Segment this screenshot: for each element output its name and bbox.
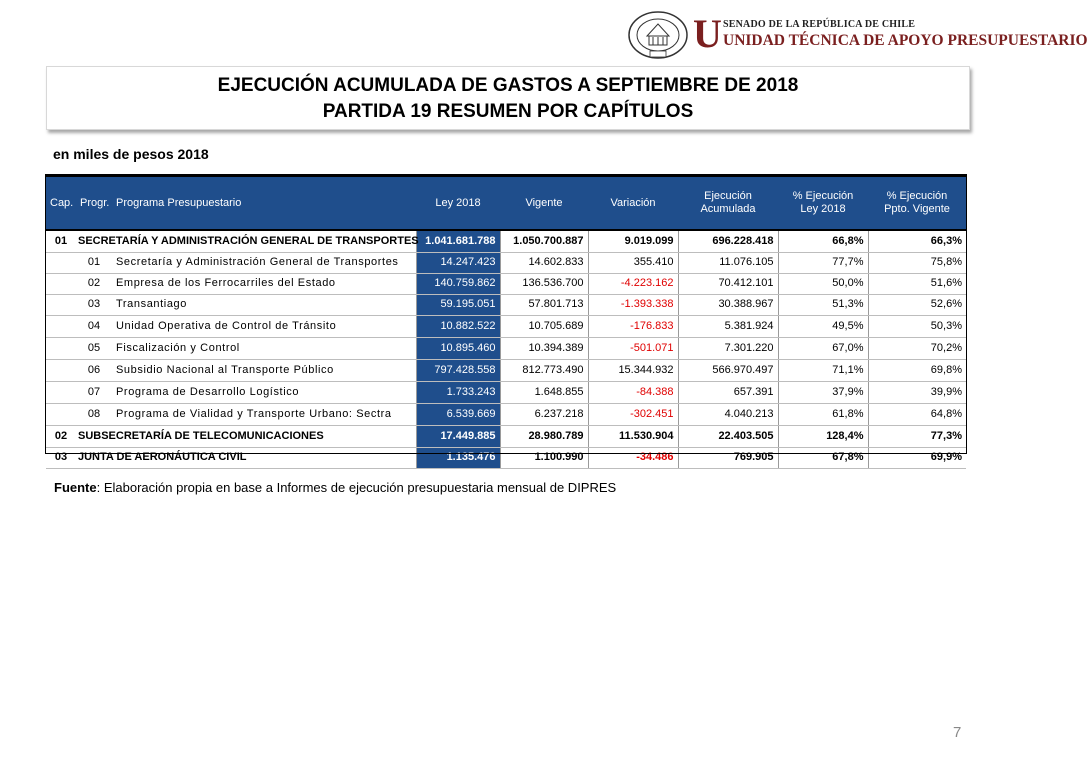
- col-header-pct-ley-l1: % Ejecución: [792, 190, 854, 202]
- cell-pct-ley: 37,9%: [778, 381, 868, 403]
- col-header-pct-vigente: [868, 176, 966, 230]
- cell-cap: [46, 252, 76, 273]
- cell-vigente: 136.536.700: [500, 273, 588, 294]
- title-line1: EJECUCIÓN ACUMULADA DE GASTOS A SEPTIEMBRE DE 2018: [217, 75, 799, 96]
- program-row: [46, 403, 966, 425]
- cell-variacion: 11.530.904: [588, 425, 678, 447]
- page-number: 7: [953, 724, 962, 741]
- cell-ejecucion: 5.381.924: [678, 315, 778, 337]
- col-header-vigente: Vigente: [500, 176, 588, 230]
- source-text: : Elaboración propia en base a Informes de ejecución presupuestaria mensual de DIPRES: [96, 480, 617, 495]
- cell-pct-vigente: 50,3%: [868, 315, 966, 337]
- cell-vigente: 10.705.689: [500, 315, 588, 337]
- cell-ley: 17.449.885: [416, 425, 500, 447]
- cell-name: Programa de Desarrollo Logístico: [112, 381, 416, 403]
- cell-ejecucion: 22.403.505: [678, 425, 778, 447]
- title-line2: PARTIDA 19 RESUMEN POR CAPÍTULOS: [322, 101, 694, 122]
- senate-seal-icon: [627, 10, 689, 60]
- logo-line2: UNIDAD TÉCNICA DE APOYO PRESUPUESTARIO: [723, 32, 1088, 49]
- cell-ley: 1.135.476: [416, 447, 500, 468]
- cell-prog: 01: [76, 252, 112, 273]
- cell-variacion: -501.071: [588, 337, 678, 359]
- cell-pct-ley: 66,8%: [778, 230, 868, 252]
- cell-ejecucion: 7.301.220: [678, 337, 778, 359]
- cell-ley: 10.895.460: [416, 337, 500, 359]
- cell-cap: [46, 359, 76, 381]
- cell-cap: [46, 381, 76, 403]
- col-header-pct-ley-l2: Ley 2018: [800, 203, 846, 215]
- program-row: [46, 252, 966, 273]
- cell-pct-vigente: 69,9%: [868, 447, 966, 468]
- cell-pct-vigente: 51,6%: [868, 273, 966, 294]
- cell-name: JUNTA DE AERONÁUTICA CIVIL: [76, 447, 416, 468]
- cell-cap: [46, 294, 76, 315]
- cell-name: Fiscalización y Control: [112, 337, 416, 359]
- cell-ley: 10.882.522: [416, 315, 500, 337]
- cell-name: Programa de Vialidad y Transporte Urbano: Sectra: [112, 403, 416, 425]
- cell-vigente: 1.648.855: [500, 381, 588, 403]
- program-row: [46, 294, 966, 315]
- table-header-row: [46, 176, 966, 230]
- cell-vigente: 1.050.700.887: [500, 230, 588, 252]
- cell-pct-ley: 61,8%: [778, 403, 868, 425]
- cell-pct-ley: 49,5%: [778, 315, 868, 337]
- col-header-cap: Cap.: [46, 176, 76, 230]
- cell-name: SUBSECRETARÍA DE TELECOMUNICACIONES: [76, 425, 416, 447]
- program-row: [46, 315, 966, 337]
- cell-prog: 07: [76, 381, 112, 403]
- budget-table: [46, 175, 966, 469]
- cell-ley: 140.759.862: [416, 273, 500, 294]
- cell-variacion: -4.223.162: [588, 273, 678, 294]
- units-label: en miles de pesos 2018: [53, 146, 209, 162]
- source-label: Fuente: [54, 480, 97, 495]
- cell-pct-vigente: 77,3%: [868, 425, 966, 447]
- cell-pct-vigente: 39,9%: [868, 381, 966, 403]
- cell-vigente: 14.602.833: [500, 252, 588, 273]
- cell-cap: 02: [46, 425, 76, 447]
- logo-initial: U: [693, 11, 722, 56]
- cell-vigente: 812.773.490: [500, 359, 588, 381]
- col-header-variacion: Variación: [588, 176, 678, 230]
- cell-cap: [46, 403, 76, 425]
- title-box: [46, 66, 970, 130]
- cell-ejecucion: 4.040.213: [678, 403, 778, 425]
- cell-prog: 02: [76, 273, 112, 294]
- cell-pct-vigente: 66,3%: [868, 230, 966, 252]
- col-header-pct-vig-l1: % Ejecución: [886, 190, 948, 202]
- cell-vigente: 28.980.789: [500, 425, 588, 447]
- cell-name: Empresa de los Ferrocarriles del Estado: [112, 273, 416, 294]
- cell-name: Secretaría y Administración General de Transportes: [112, 252, 416, 273]
- cell-name: Transantiago: [112, 294, 416, 315]
- chapter-row: [46, 447, 966, 468]
- cell-name: SECRETARÍA Y ADMINISTRACIÓN GENERAL DE TRANSPORTES: [76, 230, 416, 252]
- cell-variacion: -302.451: [588, 403, 678, 425]
- cell-ejecucion: 657.391: [678, 381, 778, 403]
- col-header-ley: Ley 2018: [416, 176, 500, 230]
- cell-pct-vigente: 75,8%: [868, 252, 966, 273]
- cell-pct-vigente: 69,8%: [868, 359, 966, 381]
- col-header-ejecucion-l1: Ejecución: [704, 190, 752, 202]
- cell-ley: 14.247.423: [416, 252, 500, 273]
- cell-prog: 06: [76, 359, 112, 381]
- cell-pct-ley: 51,3%: [778, 294, 868, 315]
- cell-pct-vigente: 52,6%: [868, 294, 966, 315]
- cell-vigente: 1.100.990: [500, 447, 588, 468]
- cell-vigente: 6.237.218: [500, 403, 588, 425]
- cell-variacion: 355.410: [588, 252, 678, 273]
- logo-line1: SENADO DE LA REPÚBLICA DE CHILE: [723, 19, 916, 30]
- source-note: [54, 480, 616, 495]
- program-row: [46, 273, 966, 294]
- cell-cap: [46, 337, 76, 359]
- cell-pct-ley: 77,7%: [778, 252, 868, 273]
- cell-pct-ley: 128,4%: [778, 425, 868, 447]
- cell-pct-ley: 50,0%: [778, 273, 868, 294]
- program-row: [46, 337, 966, 359]
- program-row: [46, 359, 966, 381]
- cell-prog: 04: [76, 315, 112, 337]
- cell-cap: 03: [46, 447, 76, 468]
- cell-name: Unidad Operativa de Control de Tránsito: [112, 315, 416, 337]
- cell-ejecucion: 769.905: [678, 447, 778, 468]
- col-header-programa: Programa Presupuestario: [112, 176, 416, 230]
- cell-variacion: 15.344.932: [588, 359, 678, 381]
- chapter-row: [46, 425, 966, 447]
- cell-variacion: -34.486: [588, 447, 678, 468]
- cell-ejecucion: 696.228.418: [678, 230, 778, 252]
- cell-prog: 03: [76, 294, 112, 315]
- cell-prog: 05: [76, 337, 112, 359]
- cell-ley: 59.195.051: [416, 294, 500, 315]
- cell-ejecucion: 70.412.101: [678, 273, 778, 294]
- cell-vigente: 10.394.389: [500, 337, 588, 359]
- col-header-ejecucion: [678, 176, 778, 230]
- chapter-row: [46, 230, 966, 252]
- cell-ley: 797.428.558: [416, 359, 500, 381]
- cell-cap: 01: [46, 230, 76, 252]
- cell-pct-ley: 71,1%: [778, 359, 868, 381]
- program-row: [46, 381, 966, 403]
- cell-ejecucion: 30.388.967: [678, 294, 778, 315]
- cell-cap: [46, 315, 76, 337]
- cell-ejecucion: 566.970.497: [678, 359, 778, 381]
- cell-ley: 1.041.681.788: [416, 230, 500, 252]
- cell-variacion: -84.388: [588, 381, 678, 403]
- cell-cap: [46, 273, 76, 294]
- cell-pct-vigente: 64,8%: [868, 403, 966, 425]
- cell-prog: 08: [76, 403, 112, 425]
- cell-ley: 1.733.243: [416, 381, 500, 403]
- senate-logo: [627, 10, 1088, 60]
- col-header-ejecucion-l2: Acumulada: [700, 203, 756, 215]
- cell-pct-ley: 67,0%: [778, 337, 868, 359]
- cell-variacion: 9.019.099: [588, 230, 678, 252]
- cell-vigente: 57.801.713: [500, 294, 588, 315]
- cell-pct-ley: 67,8%: [778, 447, 868, 468]
- cell-name: Subsidio Nacional al Transporte Público: [112, 359, 416, 381]
- cell-ley: 6.539.669: [416, 403, 500, 425]
- cell-pct-vigente: 70,2%: [868, 337, 966, 359]
- col-header-pct-ley: [778, 176, 868, 230]
- cell-variacion: -176.833: [588, 315, 678, 337]
- col-header-pct-vig-l2: Ppto. Vigente: [884, 203, 950, 215]
- col-header-prog: Progr.: [76, 176, 112, 230]
- cell-variacion: -1.393.338: [588, 294, 678, 315]
- cell-ejecucion: 11.076.105: [678, 252, 778, 273]
